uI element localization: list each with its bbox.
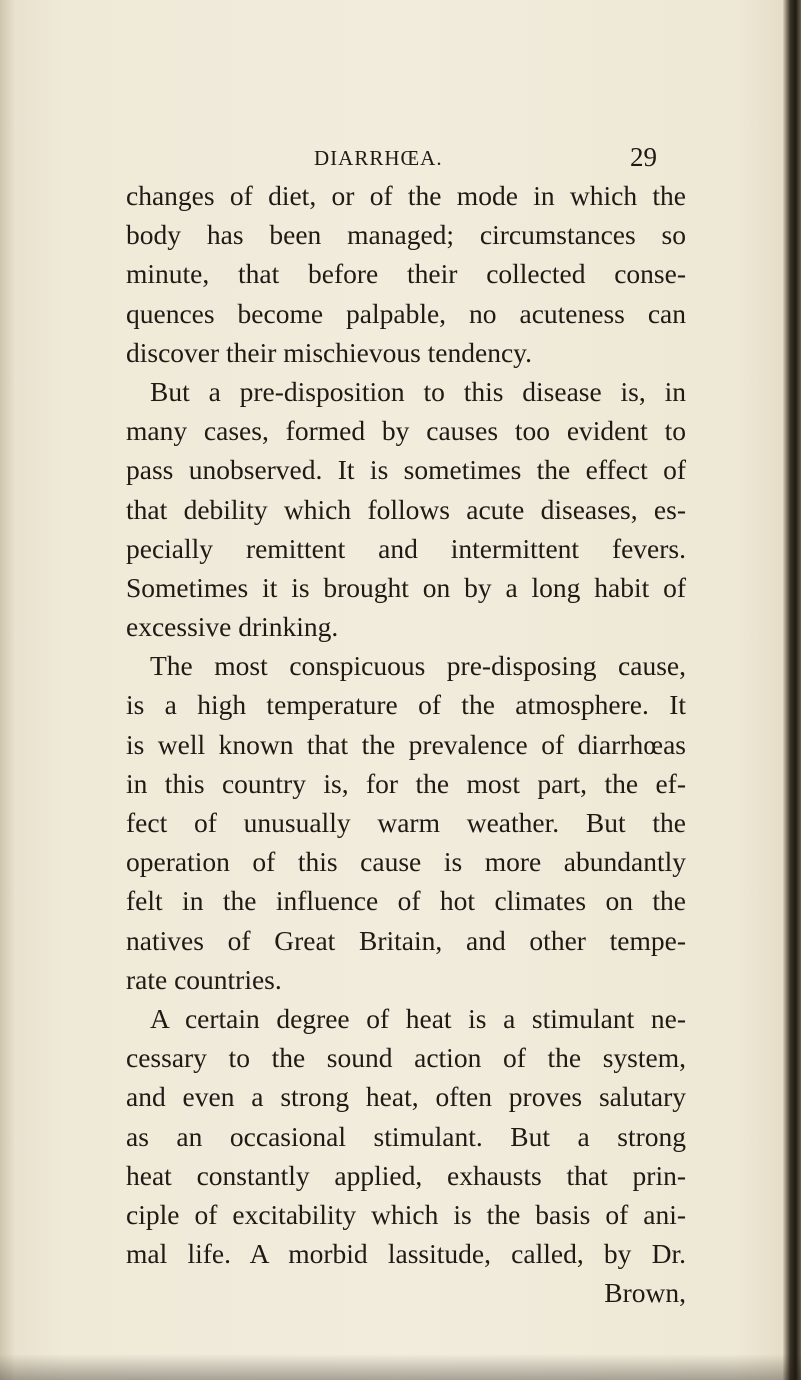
text-line: A certain degree of heat is a stimulant ne- (150, 1002, 686, 1034)
text-line: as an occasional stimulant. But a strong (126, 1120, 686, 1152)
running-head (300, 142, 700, 176)
text-line: quences become palpable, no acuteness can (126, 297, 686, 329)
text-line: is a high temperature of the atmosphere. It (126, 689, 686, 721)
text-line: rate countries. (126, 963, 282, 995)
text-line: excessive drinking. (126, 611, 339, 643)
catchword: Brown, (604, 1277, 686, 1309)
text-line: But a pre-disposition to this disease is, in (150, 375, 686, 407)
text-line: felt in the influence of hot climates on the (126, 885, 686, 917)
text-line: The most conspicuous pre-disposing cause, (150, 650, 686, 682)
text-line: is well known that the prevalence of diarrhœas (126, 728, 686, 760)
text-line: operation of this cause is more abundantly (126, 846, 686, 878)
text-line: discover their mischievous tendency. (126, 336, 533, 368)
running-title: DIARRHŒA. (314, 146, 443, 170)
text-line: cessary to the sound action of the system, (126, 1042, 686, 1074)
text-line: and even a strong heat, often proves salutary (126, 1081, 686, 1113)
text-line: minute, that before their collected conse- (126, 258, 686, 290)
text-line: ciple of excitability which is the basis of ani- (126, 1198, 686, 1230)
page-binding-edge (783, 0, 801, 1380)
page-number: 29 (630, 142, 657, 172)
page-bottom-shadow (0, 1354, 801, 1380)
text-line: fect of unusually warm weather. But the (126, 807, 686, 838)
text-line: natives of Great Britain, and other tempe- (126, 924, 686, 956)
text-line: that debility which follows acute diseases, es- (126, 493, 686, 525)
text-line: in this country is, for the most part, the ef- (126, 767, 686, 799)
text-line: pass unobserved. It is sometimes the effect of (126, 454, 686, 486)
text-line: body has been managed; circumstances so (126, 219, 686, 251)
text-line: Sometimes it is brought on by a long habit of (126, 571, 686, 603)
text-line: pecially remittent and intermittent fevers. (126, 532, 686, 564)
page-left-edge (0, 0, 14, 1380)
body-text (126, 176, 686, 1312)
text-line: changes of diet, or of the mode in which the (126, 180, 686, 211)
text-line: heat constantly applied, exhausts that prin- (126, 1159, 686, 1191)
text-line: mal life. A morbid lassitude, called, by Dr. (126, 1238, 686, 1270)
text-line: many cases, formed by causes too evident to (126, 415, 686, 447)
